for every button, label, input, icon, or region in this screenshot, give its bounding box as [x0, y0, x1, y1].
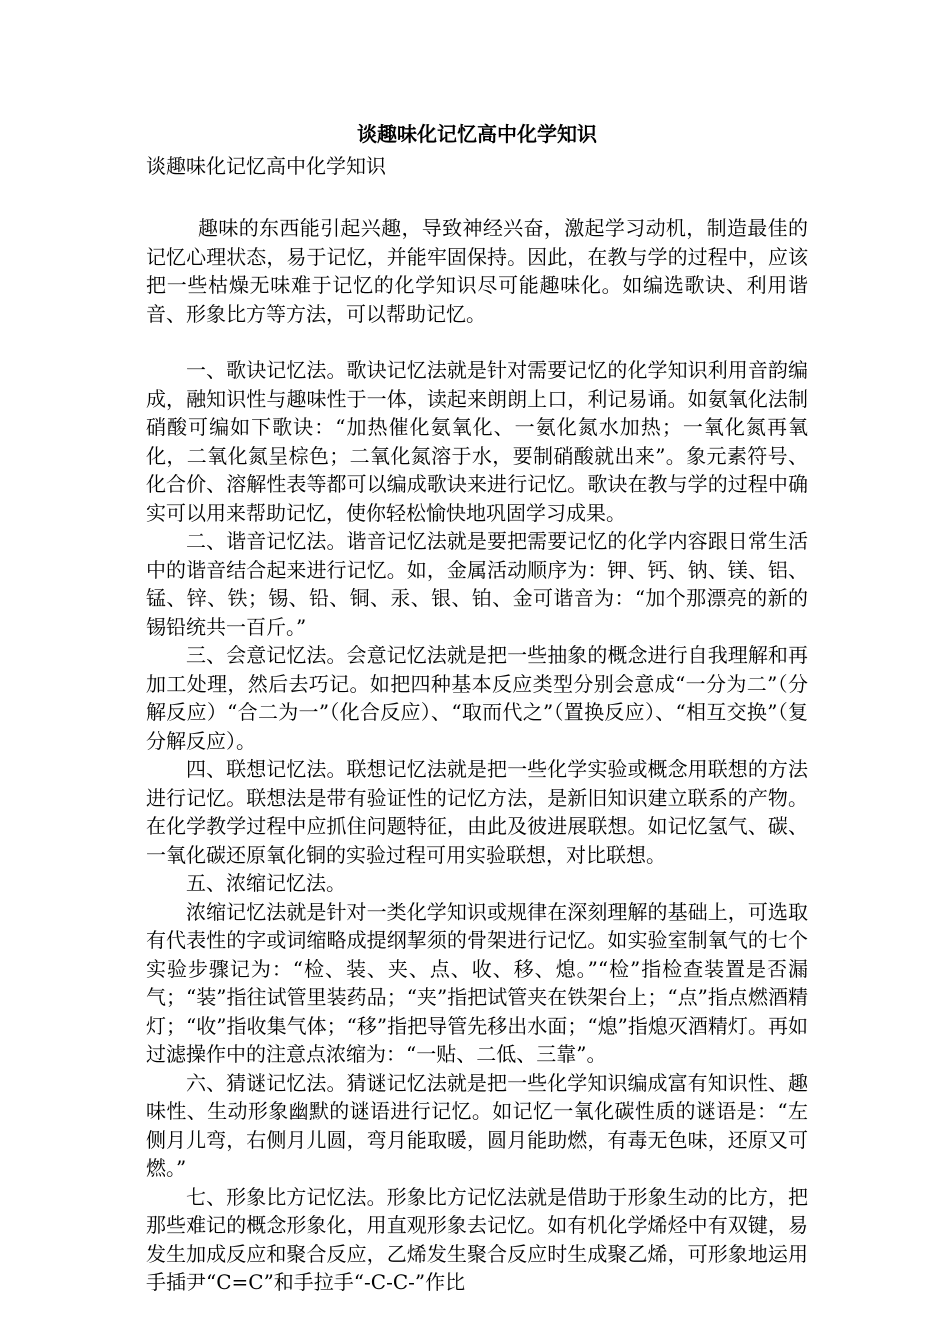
paragraph-riddle: 六、猜谜记忆法。猜谜记忆法就是把一些化学知识编成富有知识性、趣味性、生动形象幽默的谜语进行记忆。如记忆一氧化碳性质的谜语是：“左侧月儿弯，右侧月儿圆，弯月能取暖，圆月能助燃，有毒无色味，还原又可燃。” — [146, 1070, 808, 1180]
paragraph-condensed-heading: 五、浓缩记忆法。 — [186, 871, 346, 895]
document-subtitle: 谈趣味化记忆高中化学知识 — [146, 154, 386, 178]
paragraph-association: 四、联想记忆法。联想记忆法就是把一些化学实验或概念用联想的方法进行记忆。联想法是带有验证性的记忆方法，是新旧知识建立联系的产物。在化学教学过程中应抓住问题特征，由此及彼进展联想。如记忆氢气、碳、一氧化碳还原氧化铜的实验过程可用实验联想，对比联想。 — [146, 757, 808, 867]
intro-paragraph: 趣味的东西能引起兴趣，导致神经兴奋，激起学习动机，制造最佳的记忆心理状态，易于记忆，并能牢固保持。因此，在教与学的过程中，应该把一些枯燥无味难于记忆的化学知识尽可能趣味化。如编选歌诀、利用谐音、形象比方等方法，可以帮助记忆。 — [146, 216, 808, 326]
paragraph-mnemonic-rhyme: 一、歌诀记忆法。歌诀记忆法就是针对需要记忆的化学知识利用音韵编成，融知识性与趣味性于一体，读起来朗朗上口，利记易诵。如氨氧化法制硝酸可编如下歌诀：“加热催化氨氧化、一氨化氮水加热；一氧化氮再氧化，二氧化氮呈棕色；二氧化氮溶于水，要制硝酸就出来”。象元素符号、化合价、溶解性表等都可以编成歌诀来进行记忆。歌诀在教与学的过程中确实可以用来帮助记忆，使你轻松愉快地巩固学习成果。 — [146, 358, 808, 525]
paragraph-homophone: 二、谐音记忆法。谐音记忆法就是要把需要记忆的化学内容跟日常生活中的谐音结合起来进行记忆。如，金属活动顺序为：钾、钙、钠、镁、铝、锰、锌、铁；锡、铅、铜、汞、银、铂、金可谐音为：“加个那漂亮的新的锡铅统共一百斤。” — [146, 529, 808, 639]
document-page — [146, 118, 808, 1297]
document-title: 谈趣味化记忆高中化学知识 — [357, 122, 597, 146]
paragraph-condensed: 浓缩记忆法就是针对一类化学知识或规律在深刻理解的基础上，可选取有代表性的字或词缩略成提纲挈须的骨架进行记忆。如实验室制氧气的七个实验步骤记为：“检、装、夹、点、收、移、熄。”“检”指检查装置是否漏气；“装”指往试管里装药品；“夹”指把试管夹在铁架台上；“点”指点燃酒精灯；“收”指收集气体；“移”指把导管先移出水面；“熄”指熄灭酒精灯。再如过滤操作中的注意点浓缩为：“一贴、二低、三靠”。 — [146, 899, 808, 1066]
paragraph-comprehension: 三、会意记忆法。会意记忆法就是把一些抽象的概念进行自我理解和再加工处理，然后去巧记。如把四种基本反应类型分别会意成“一分为二”（分解反应）“合二为一”（化合反应）、“取而代之”（置换反应）、“相互交换”（复分解反应）。 — [146, 643, 808, 753]
paragraph-metaphor: 七、形象比方记忆法。形象比方记忆法就是借助于形象生动的比方，把那些难记的概念形象化，用直观形象去记忆。如有机化学烯烃中有双键，易发生加成反应和聚合反应，乙烯发生聚合反应时生成聚乙烯，可形象地运用手插尹“C=C”和手拉手“-C-C-”作比 — [146, 1184, 808, 1294]
